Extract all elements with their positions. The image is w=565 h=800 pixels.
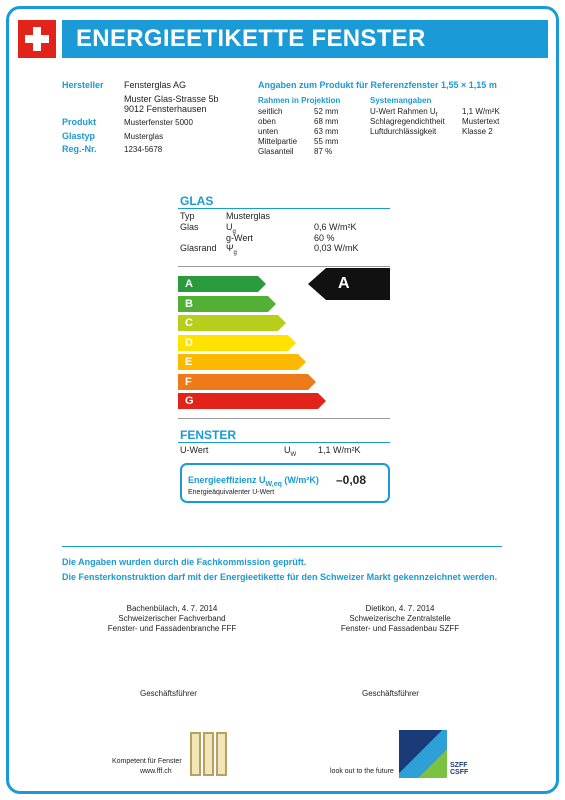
szff-mark2: CSFF [450,769,469,776]
right-role: Geschäftsführer [362,689,419,698]
szff-logo-icon [399,730,447,778]
glas-rule [178,208,390,209]
system-heading: Systemangaben [370,96,432,105]
energy-class-c: C [178,315,278,331]
left-signature-block [62,604,282,634]
frame-row-value: 87 % [314,147,333,156]
left-org2: Fenster- und Fassadenbranche FFF [107,624,237,633]
header [18,20,546,62]
frame-row-label: Glasanteil [258,147,294,156]
glass-type-label: Glastyp [62,131,96,141]
system-row-label: U-Wert Rahmen $U_f$ [370,107,438,119]
right-org1: Schweizerische Zentralstelle [349,614,451,623]
glas-typ-label: Typ [180,211,195,221]
ug-value: 0,6 W/m²K [314,222,357,232]
right-signature-block [290,604,510,634]
swiss-cross-icon [18,20,56,58]
footer-rule [62,546,502,547]
notice-line1: Die Angaben wurden durch die Fachkommission geprüft. [62,557,307,567]
right-place-date: Dietikon, 4. 7. 2014 [365,604,435,613]
ug-symbol: $U_g$ [226,222,236,235]
efficiency-box [180,463,390,503]
energy-class-tip [318,393,326,409]
energy-class-tip [278,315,286,331]
glass-type-value: Musterglas [124,132,164,141]
glasrand-label: Glasrand [180,243,217,253]
szff-mark [450,762,468,776]
fff-tagline: Kompetent für Fenster [112,758,182,765]
left-place-date: Bachenbülach, 4. 7. 2014 [126,604,218,613]
address-line1: Muster Glas-Strasse 5b [124,94,219,104]
fff-logo-icon [190,732,230,778]
right-org2: Fenster- und Fassadenbau SZFF [340,624,460,633]
energy-class-tip [298,354,306,370]
energy-class-e: E [178,354,298,370]
energy-class-f: F [178,374,308,390]
scale-bottom-rule [178,418,390,419]
uw-value: 1,1 W/m²K [318,445,361,455]
manufacturer-label: Hersteller [62,80,104,90]
frame-row-value: 55 mm [314,137,339,146]
manufacturer-name: Fensterglas AG [124,80,187,90]
psi-value: 0,03 W/mK [314,243,359,253]
left-role: Geschäftsführer [140,689,197,698]
page-title: ENERGIEETIKETTE FENSTER [62,20,548,58]
fff-url: www.fff.ch [140,768,172,775]
glas-heading: GLAS [180,194,214,208]
frame-row-value: 63 mm [314,127,339,136]
scale-top-rule [178,266,390,267]
address-line2: 9012 Fensterhausen [124,104,207,114]
notice-line2: Die Fensterkonstruktion darf mit der Energieetikette für den Schweizer Markt gekennzeichnet werden. [62,572,498,582]
energy-class-d: D [178,335,288,351]
rating-indicator: A [326,268,390,300]
frame-row-value: 52 mm [314,107,339,116]
energy-class-b: B [178,296,268,312]
energy-class-tip [268,296,276,312]
efficiency-label: Energieeffizienz $U_{W,eq}$ (W/m²K) [188,475,319,488]
szff-mark1: SZFF [450,762,468,769]
system-row-value: 1,1 W/m²K [462,107,500,116]
glas-glas-label: Glas [180,222,199,232]
system-row-label: Schlagregendichtheit [370,117,445,126]
glas-typ-value: Musterglas [226,211,271,221]
reg-value: 1234-5678 [124,145,163,154]
system-row-value: Mustertext [462,117,500,126]
uw-symbol: $U_W$ [284,445,297,458]
frame-heading: Rahmen in Projektion [258,96,341,105]
product-value: Musterfenster 5000 [124,118,193,127]
frame-row-label: oben [258,117,276,126]
rating-indicator-tip [308,268,326,300]
frame-row-label: Mittelpartie [258,137,298,146]
psi-symbol: $\Psi_g$ [226,243,237,256]
g-label: g-Wert [226,233,253,243]
frame-row-label: unten [258,127,279,136]
frame-row-label: seitlich [258,107,283,116]
product-info-heading: Angaben zum Produkt für Referenzfenster 1,55 × 1,15 m [258,80,497,90]
energy-class-a: A [178,276,258,292]
fenster-heading: FENSTER [180,428,237,442]
energy-class-g: G [178,393,318,409]
energy-class-tip [288,335,296,351]
efficiency-note: Energieäquivalenter U-Wert [188,489,275,496]
energy-class-tip [308,374,316,390]
fenster-rule [178,442,390,443]
system-row-value: Klasse 2 [462,127,493,136]
reg-label: Reg.-Nr. [62,144,97,154]
frame-row-value: 68 mm [314,117,339,126]
energy-class-tip [258,276,266,292]
g-value: 60 % [314,233,335,243]
left-org1: Schweizerischer Fachverband [118,614,226,623]
efficiency-value: –0,08 [336,473,367,487]
product-label: Produkt [62,117,97,127]
system-row-label: Luftdurchlässigkeit [370,127,437,136]
fenster-u-label: U-Wert [180,445,209,455]
szff-tagline: look out to the future [330,768,394,775]
